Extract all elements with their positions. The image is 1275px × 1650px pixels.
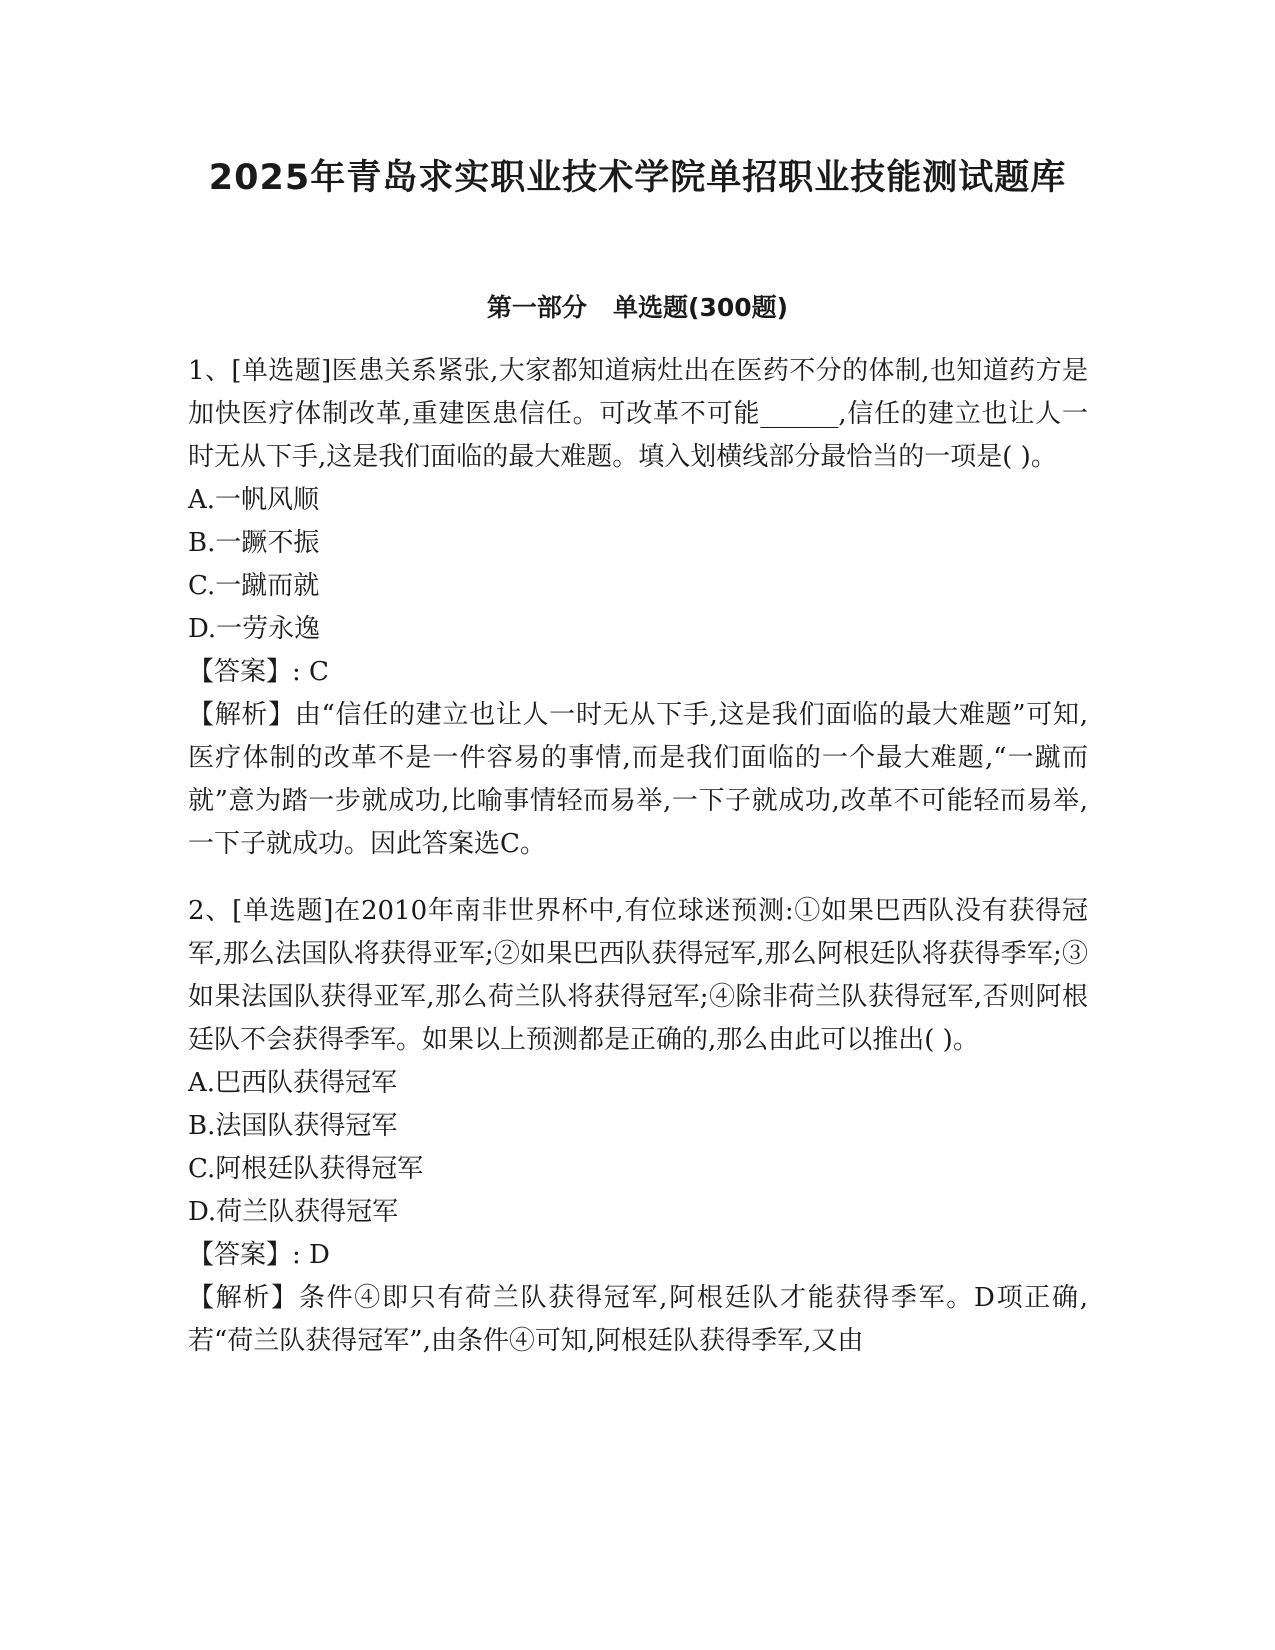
answer-value: : D — [292, 1240, 330, 1270]
option-d: D.一劳永逸 — [188, 614, 321, 644]
answer-line — [188, 651, 1088, 694]
question-list — [188, 350, 1088, 1387]
question-stem: 1、[单选题]医患关系紧张,大家都知道病灶出在医药不分的体制,也知道药方是加快医疗体制改革,重建医患信任。可改革不可能______,信任的建立也让人一时无从下手,这是我们面临的最大难题。填入划横线部分最恰当的一项是( )。 — [188, 356, 1088, 472]
option-b: B.一蹶不振 — [188, 528, 320, 558]
question-stem: 2、[单选题]在2010年南非世界杯中,有位球迷预测:①如果巴西队没有获得冠军,那么法国队将获得亚军;②如果巴西队获得冠军,那么阿根廷队将获得季军;③如果法国队获得亚军,那么荷兰队将获得冠军;④除非荷兰队获得冠军,否则阿根廷队不会获得季军。如果以上预测都是正确的,那么由此可以推出( )。 — [188, 896, 1088, 1055]
analysis-label: 【解析】 — [188, 700, 295, 730]
analysis-block — [188, 694, 1088, 866]
analysis-text: 由“信任的建立也让人一时无从下手,这是我们面临的最大难题”可知,医疗体制的改革不是一件容易的事情,而是我们面临的一个最大难题,“一蹴而就”意为踏一步就成功,比喻事情轻而易举,一下子就成功,改革不可能轻而易举,一下子就成功。因此答案选C。 — [188, 700, 1088, 859]
question-item — [188, 890, 1088, 1363]
option-a: A.一帆风顺 — [188, 485, 320, 515]
option-d: D.荷兰队获得冠军 — [188, 1197, 399, 1227]
answer-line — [188, 1234, 1088, 1277]
analysis-block — [188, 1277, 1088, 1363]
analysis-text: 条件④即只有荷兰队获得冠军,阿根廷队才能获得季军。D项正确,若“荷兰队获得冠军”,由条件④可知,阿根廷队获得季军,又由 — [188, 1283, 1088, 1356]
answer-label: 【答案】 — [188, 657, 293, 687]
option-a: A.巴西队获得冠军 — [188, 1068, 398, 1098]
option-b: B.法国队获得冠军 — [188, 1111, 398, 1141]
question-item — [188, 350, 1088, 866]
answer-label: 【答案】 — [188, 1240, 293, 1270]
analysis-label: 【解析】 — [188, 1283, 299, 1313]
answer-value: : C — [292, 657, 329, 687]
option-c: C.一蹴而就 — [188, 571, 320, 601]
section-title: 第一部分 单选题(300题) — [486, 293, 789, 322]
option-c: C.阿根廷队获得冠军 — [188, 1154, 424, 1184]
document-title: 2025年青岛求实职业技术学院单招职业技能测试题库 — [208, 158, 1067, 198]
